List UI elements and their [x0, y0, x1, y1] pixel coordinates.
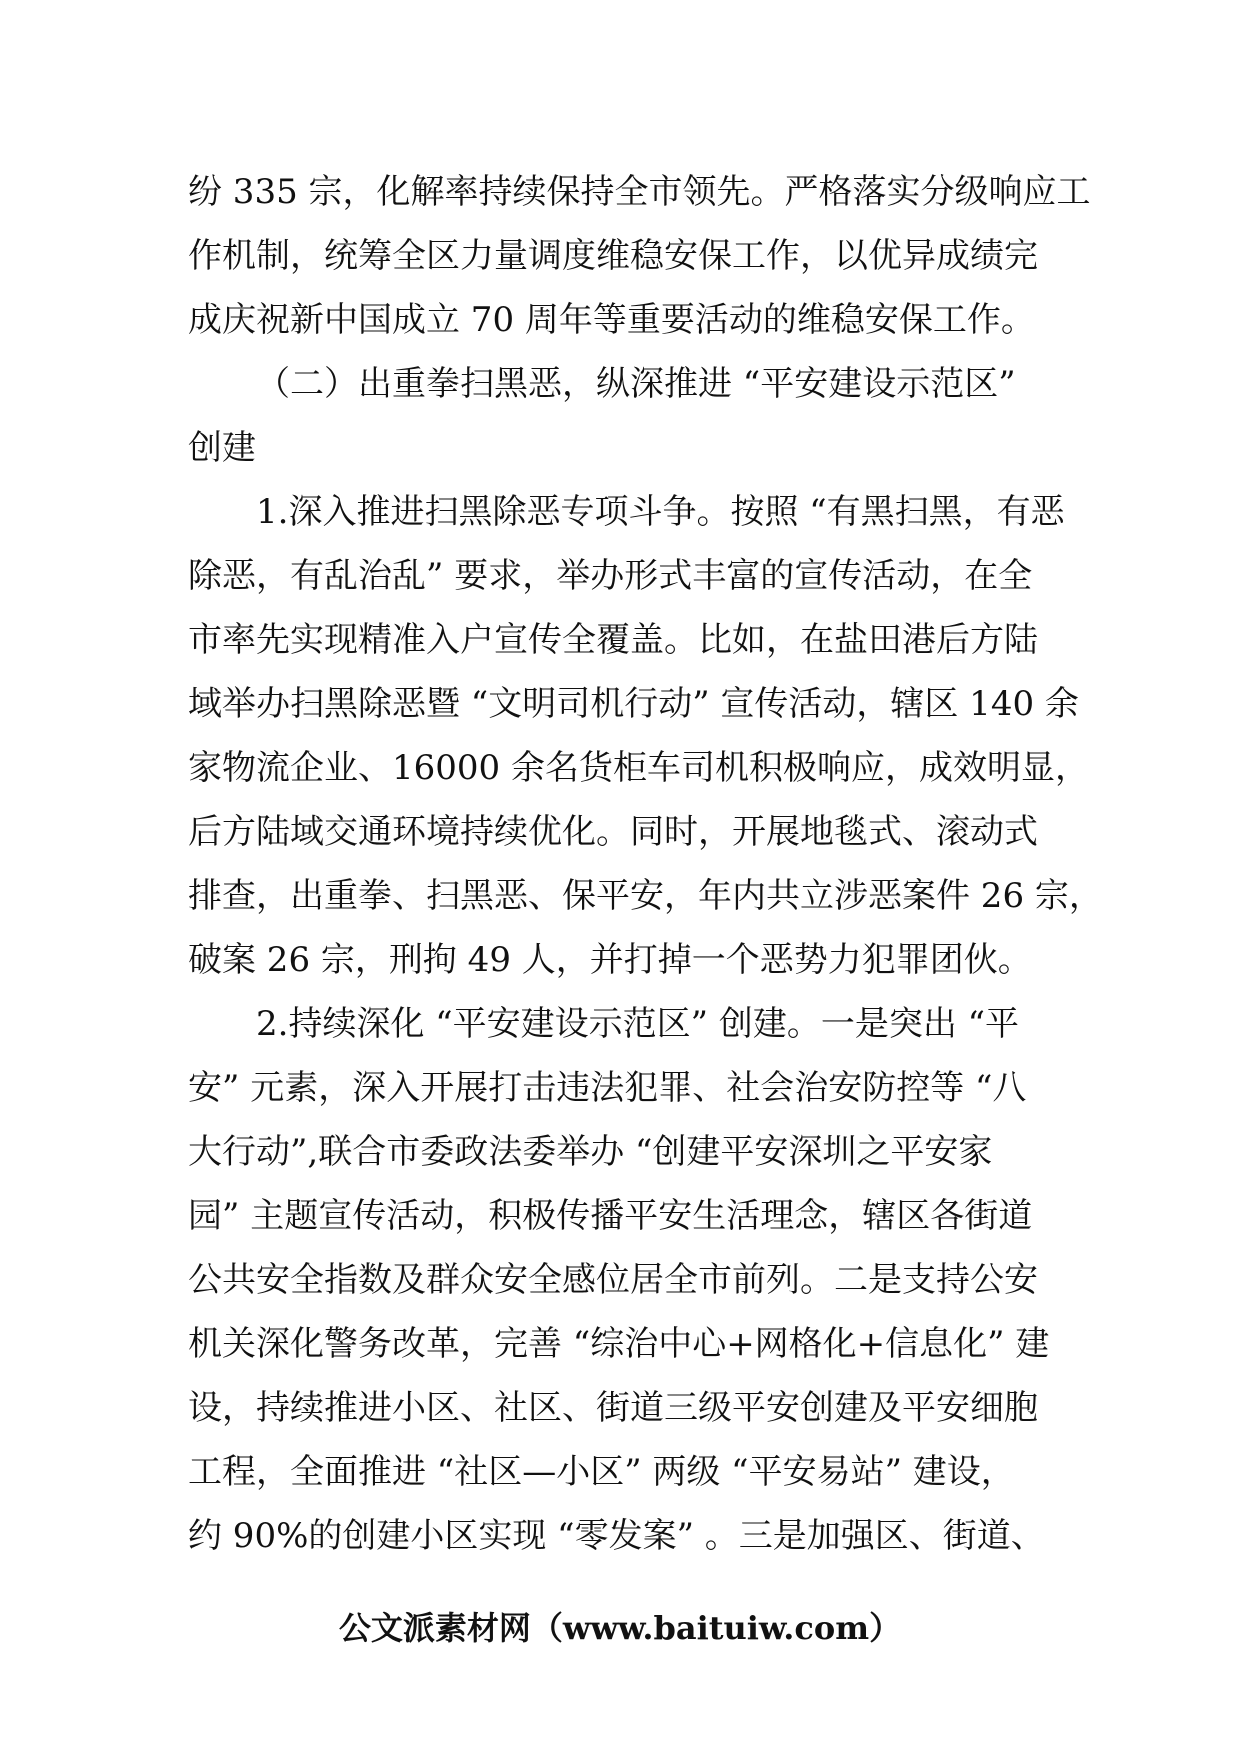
text-line: 公共安全指数及群众安全感位居全市前列。二是支持公安 [188, 1260, 1038, 1300]
text-line: 安” 元素，深入开展打击违法犯罪、社会治安防控等 “八 [188, 1068, 1027, 1108]
text-line: 排查，出重拳、扫黑恶、保平安，年内共立涉恶案件 26 宗， [188, 876, 1103, 916]
text-line: 作机制，统筹全区力量调度维稳安保工作，以优异成绩完 [188, 236, 1038, 276]
text-line: 除恶，有乱治乱” 要求，举办形式丰富的宣传活动，在全 [188, 556, 1033, 596]
text-line: 域举办扫黑除恶暨 “文明司机行动” 宣传活动，辖区 140 余 [188, 684, 1079, 724]
text-line: 后方陆域交通环境持续优化。同时，开展地毯式、滚动式 [188, 812, 1038, 852]
paragraph-1 [188, 480, 1103, 992]
section-heading [188, 352, 1068, 480]
heading-line: （二）出重拳扫黑恶，纵深推进 “平安建设示范区” [256, 364, 1016, 404]
text-line: 2.持续深化 “平安建设示范区” 创建。一是突出 “平 [256, 1004, 1020, 1044]
text-line: 纷 335 宗，化解率持续保持全市领先。严格落实分级响应工 [188, 172, 1091, 212]
text-line: 1.深入推进扫黑除恶专项斗争。按照 “有黑扫黑，有恶 [256, 492, 1065, 532]
text-line: 破案 26 宗，刑拘 49 人，并打掉一个恶势力犯罪团伙。 [188, 940, 1032, 980]
document-body [188, 160, 1103, 1568]
paragraph-intro [188, 160, 1091, 352]
text-line: 市率先实现精准入户宣传全覆盖。比如，在盐田港后方陆 [188, 620, 1038, 660]
text-line: 家物流企业、16000 余名货柜车司机积极响应，成效明显， [188, 748, 1089, 788]
paragraph-2 [188, 992, 1068, 1568]
text-line: 大行动”,联合市委政法委举办 “创建平安深圳之平安家 [188, 1132, 993, 1172]
text-line: 园” 主题宣传活动，积极传播平安生活理念，辖区各街道 [188, 1196, 1033, 1236]
text-line: 设，持续推进小区、社区、街道三级平安创建及平安细胞 [188, 1388, 1038, 1428]
text-line: 工程，全面推进 “社区—小区” 两级 “平安易站” 建设， [188, 1452, 1015, 1492]
text-line: 成庆祝新中国成立 70 周年等重要活动的维稳安保工作。 [188, 300, 1035, 340]
text-line: 机关深化警务改革，完善 “综治中心+网格化+信息化” 建 [188, 1324, 1050, 1364]
heading-line: 创建 [188, 428, 256, 468]
text-line: 约 90%的创建小区实现 “零发案” 。三是加强区、街道、 [188, 1516, 1045, 1556]
footer-watermark-text: 公文派素材网（www.baituiw.com） [338, 1609, 902, 1647]
